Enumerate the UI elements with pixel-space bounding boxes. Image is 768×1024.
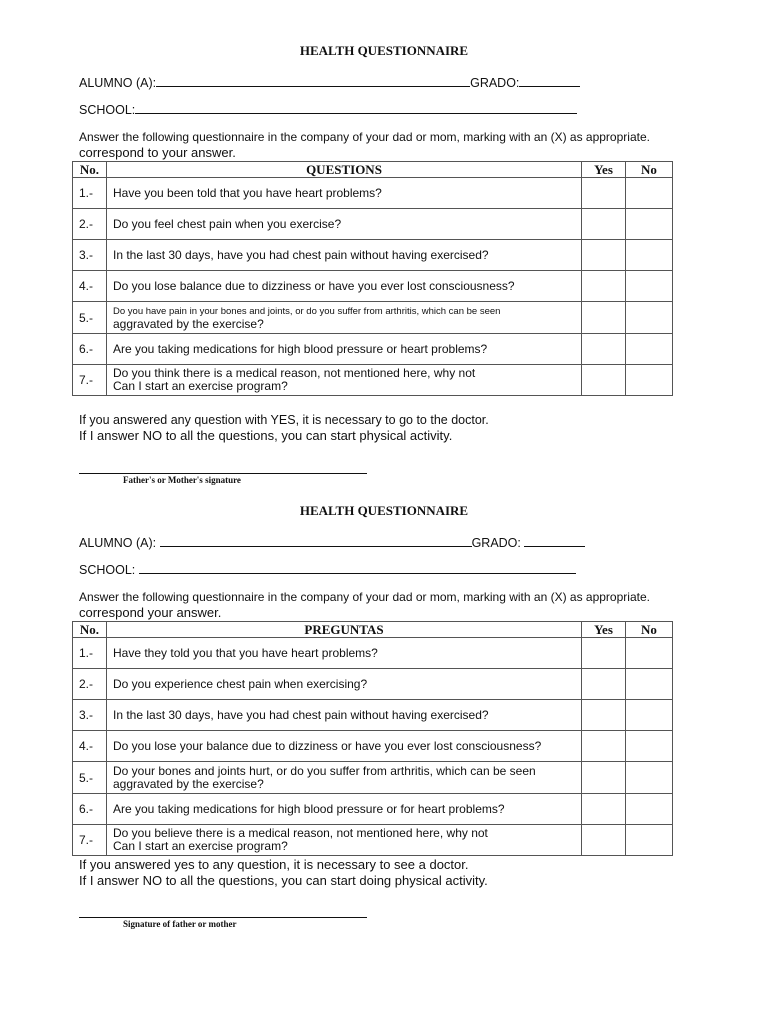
section2-questions-table [72,621,673,856]
section1-student-line [79,74,580,90]
student-name-field[interactable] [160,534,472,547]
yes-checkbox[interactable] [582,762,626,794]
no-checkbox[interactable] [626,794,673,825]
header-questions: PREGUNTAS [107,622,582,638]
no-checkbox[interactable] [626,302,673,334]
header-yes: Yes [582,622,626,638]
no-checkbox[interactable] [626,731,673,762]
question-text: Have you been told that you have heart problems? [113,185,382,200]
row-number: 6.- [73,334,107,365]
instructions-line-2: correspond your answer. [79,605,222,620]
question-text: In the last 30 days, have you had chest pain without having exercised? [113,707,489,722]
table-row [73,302,673,334]
row-number: 4.- [73,731,107,762]
school-label: SCHOOL: [79,563,139,577]
student-name-field[interactable] [156,74,470,87]
note-yes: If you answered yes to any question, it is necessary to see a doctor. [79,857,469,872]
yes-checkbox[interactable] [582,209,626,240]
no-checkbox[interactable] [626,334,673,365]
question-text-continued: Can I start an exercise program? [113,839,288,853]
yes-checkbox[interactable] [582,271,626,302]
header-no-answer: No [626,162,673,178]
table-row [73,271,673,302]
section2-signature-line[interactable] [79,917,367,918]
grade-field[interactable] [519,74,580,87]
section2-signature-label: Signature of father or mother [123,919,237,929]
section1-questions-table [72,161,673,396]
table-row [73,638,673,669]
instructions-line-2: correspond to your answer. [79,145,236,160]
table-row [73,762,673,794]
yes-checkbox[interactable] [582,700,626,731]
table-row [73,669,673,700]
no-checkbox[interactable] [626,638,673,669]
row-number: 1.- [73,178,107,209]
row-number: 4.- [73,271,107,302]
question-text: Are you taking medications for high blood pressure or for heart problems? [113,801,505,816]
no-checkbox[interactable] [626,762,673,794]
yes-checkbox[interactable] [582,731,626,762]
question-text-continued: aggravated by the exercise? [113,316,264,331]
question-text: Do you have pain in your bones and joints, or do you suffer from arthritis, which can be seen [113,305,501,317]
section1-notes [79,412,699,444]
yes-checkbox[interactable] [582,178,626,209]
header-questions: QUESTIONS [107,162,582,178]
no-checkbox[interactable] [626,825,673,856]
yes-checkbox[interactable] [582,825,626,856]
question-text-continued: Can I start an exercise program? [113,379,288,393]
section2-school-line [79,561,576,577]
yes-checkbox[interactable] [582,638,626,669]
question-text: Do you lose your balance due to dizziness or have you ever lost consciousness? [113,738,542,753]
section2-instructions [79,590,679,620]
row-number: 7.- [73,365,107,396]
section1-instructions [79,130,679,160]
table-row [73,794,673,825]
instructions-line-1: Answer the following questionnaire in the company of your dad or mom, marking with an (X) as appropriate. [79,590,650,604]
no-checkbox[interactable] [626,365,673,396]
section1-signature-line[interactable] [79,473,367,474]
table-row [73,825,673,856]
row-number: 5.- [73,302,107,334]
row-number: 3.- [73,240,107,271]
section2-title: HEALTH QUESTIONNAIRE [299,503,469,518]
section1-school-line [79,101,577,117]
table-row [73,700,673,731]
header-yes: Yes [582,162,626,178]
no-checkbox[interactable] [626,700,673,731]
section2-student-line [79,534,585,550]
question-text: In the last 30 days, have you had chest pain without having exercised? [113,247,489,262]
school-field[interactable] [135,101,577,114]
question-text: Do your bones and joints hurt, or do you suffer from arthritis, which can be seen [113,763,536,778]
table-row [73,334,673,365]
grade-label: GRADO: [470,76,520,90]
table-row [73,209,673,240]
question-text: Do you believe there is a medical reason, not mentioned here, why not [113,826,488,840]
row-number: 2.- [73,669,107,700]
header-no-answer: No [626,622,673,638]
no-checkbox[interactable] [626,209,673,240]
note-no: If I answer NO to all the questions, you can start doing physical activity. [79,873,488,888]
yes-checkbox[interactable] [582,669,626,700]
question-text-continued: aggravated by the exercise? [113,776,264,791]
yes-checkbox[interactable] [582,365,626,396]
row-number: 3.- [73,700,107,731]
grade-label: GRADO: [471,536,525,550]
question-text: Do you lose balance due to dizziness or have you ever lost consciousness? [113,278,515,293]
section2-notes [79,857,699,889]
yes-checkbox[interactable] [582,302,626,334]
yes-checkbox[interactable] [582,794,626,825]
instructions-line-1: Answer the following questionnaire in the company of your dad or mom, marking with an (X) as appropriate. [79,130,650,144]
table-row [73,178,673,209]
table-row [73,240,673,271]
table-row [73,365,673,396]
no-checkbox[interactable] [626,240,673,271]
row-number: 5.- [73,762,107,794]
yes-checkbox[interactable] [582,240,626,271]
header-no: No. [73,622,107,638]
row-number: 2.- [73,209,107,240]
no-checkbox[interactable] [626,178,673,209]
school-field[interactable] [139,561,576,574]
row-number: 7.- [73,825,107,856]
section1-title: HEALTH QUESTIONNAIRE [299,43,469,58]
row-number: 6.- [73,794,107,825]
no-checkbox[interactable] [626,669,673,700]
yes-checkbox[interactable] [582,334,626,365]
table-row [73,731,673,762]
grade-field[interactable] [524,534,585,547]
no-checkbox[interactable] [626,271,673,302]
student-label: ALUMNO (A): [79,536,160,550]
section1-signature-label: Father's or Mother's signature [123,475,241,485]
header-no: No. [73,162,107,178]
question-text: Do you think there is a medical reason, not mentioned here, why not [113,366,476,380]
row-number: 1.- [73,638,107,669]
note-no: If I answer NO to all the questions, you can start physical activity. [79,428,453,443]
note-yes: If you answered any question with YES, it is necessary to go to the doctor. [79,413,489,427]
student-label: ALUMNO (A): [79,76,157,90]
question-text: Have they told you that you have heart problems? [113,645,378,660]
question-text: Are you taking medications for high blood pressure or heart problems? [113,341,488,356]
question-text: Do you experience chest pain when exercising? [113,676,368,691]
school-label: SCHOOL: [79,103,136,117]
question-text: Do you feel chest pain when you exercise? [113,216,342,231]
